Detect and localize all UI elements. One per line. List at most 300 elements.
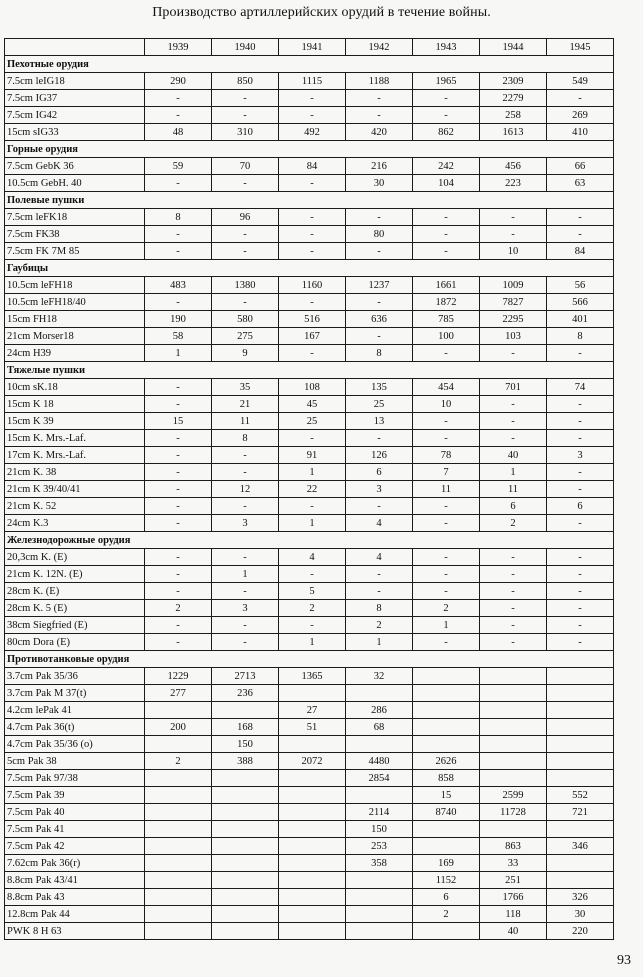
value-cell: 63: [547, 175, 614, 192]
table-row: [5, 872, 614, 889]
value-cell: 2: [145, 753, 212, 770]
value-cell: [480, 736, 547, 753]
value-cell: 56: [547, 277, 614, 294]
table-row: [5, 515, 614, 532]
value-cell: 12: [212, 481, 279, 498]
value-cell: 1: [212, 566, 279, 583]
value-cell: 785: [413, 311, 480, 328]
value-cell: 8: [346, 600, 413, 617]
value-cell: -: [212, 634, 279, 651]
value-cell: -: [346, 209, 413, 226]
value-cell: -: [145, 498, 212, 515]
section-label: Пехотные орудия: [5, 56, 614, 73]
value-cell: -: [413, 107, 480, 124]
value-cell: -: [547, 464, 614, 481]
value-cell: [346, 923, 413, 940]
value-cell: -: [212, 226, 279, 243]
value-cell: 721: [547, 804, 614, 821]
value-cell: 286: [346, 702, 413, 719]
value-cell: -: [346, 90, 413, 107]
table-row: [5, 736, 614, 753]
weapon-name: 24cm H39: [5, 345, 145, 362]
value-cell: [547, 736, 614, 753]
table-row: [5, 668, 614, 685]
value-cell: 40: [480, 447, 547, 464]
section-row: [5, 260, 614, 277]
value-cell: -: [212, 447, 279, 464]
value-cell: [547, 855, 614, 872]
value-cell: [346, 889, 413, 906]
weapon-name: PWK 8 H 63: [5, 923, 145, 940]
value-cell: [145, 736, 212, 753]
value-cell: 118: [480, 906, 547, 923]
value-cell: 11: [212, 413, 279, 430]
value-cell: 2599: [480, 787, 547, 804]
value-cell: 6: [413, 889, 480, 906]
value-cell: -: [547, 396, 614, 413]
weapon-name: 8.8cm Pak 43: [5, 889, 145, 906]
value-cell: 22: [279, 481, 346, 498]
value-cell: -: [279, 617, 346, 634]
value-cell: 346: [547, 838, 614, 855]
value-cell: 21: [212, 396, 279, 413]
table-row: [5, 328, 614, 345]
value-cell: 96: [212, 209, 279, 226]
value-cell: -: [212, 498, 279, 515]
value-cell: -: [547, 600, 614, 617]
table-row: [5, 923, 614, 940]
table-row: [5, 379, 614, 396]
value-cell: 456: [480, 158, 547, 175]
value-cell: -: [279, 90, 346, 107]
value-cell: -: [480, 583, 547, 600]
value-cell: 70: [212, 158, 279, 175]
year-header: 1943: [413, 39, 480, 56]
value-cell: 492: [279, 124, 346, 141]
table-row: [5, 107, 614, 124]
value-cell: 1229: [145, 668, 212, 685]
weapon-name: 21cm K. 12N. (E): [5, 566, 145, 583]
value-cell: 1115: [279, 73, 346, 90]
value-cell: 3: [212, 515, 279, 532]
value-cell: -: [346, 430, 413, 447]
value-cell: -: [413, 226, 480, 243]
table-row: [5, 906, 614, 923]
section-row: [5, 362, 614, 379]
page-title: Производство артиллерийских орудий в течение войны.: [152, 5, 491, 20]
year-header: 1944: [480, 39, 547, 56]
value-cell: -: [279, 226, 346, 243]
value-cell: -: [145, 617, 212, 634]
value-cell: 7: [413, 464, 480, 481]
table-row: [5, 158, 614, 175]
value-cell: [480, 821, 547, 838]
value-cell: -: [480, 566, 547, 583]
value-cell: [279, 855, 346, 872]
weapon-name: 24cm K.3: [5, 515, 145, 532]
value-cell: 1160: [279, 277, 346, 294]
value-cell: 8: [547, 328, 614, 345]
value-cell: [480, 719, 547, 736]
value-cell: 135: [346, 379, 413, 396]
section-label: Противотанковые орудия: [5, 651, 614, 668]
value-cell: 9: [212, 345, 279, 362]
value-cell: 10: [413, 396, 480, 413]
value-cell: [279, 804, 346, 821]
table-row: [5, 345, 614, 362]
weapon-name: 7.62cm Pak 36(r): [5, 855, 145, 872]
value-cell: 2309: [480, 73, 547, 90]
value-cell: [413, 736, 480, 753]
value-cell: 27: [279, 702, 346, 719]
value-cell: [145, 872, 212, 889]
weapon-name: 3.7cm Pak 35/36: [5, 668, 145, 685]
table-row: [5, 430, 614, 447]
value-cell: [212, 855, 279, 872]
value-cell: -: [145, 90, 212, 107]
value-cell: 45: [279, 396, 346, 413]
value-cell: 78: [413, 447, 480, 464]
value-cell: [413, 923, 480, 940]
table-row: [5, 889, 614, 906]
value-cell: 6: [346, 464, 413, 481]
value-cell: -: [145, 464, 212, 481]
value-cell: -: [547, 566, 614, 583]
weapon-name: 15cm FH18: [5, 311, 145, 328]
value-cell: [212, 804, 279, 821]
value-cell: -: [212, 175, 279, 192]
value-cell: 40: [480, 923, 547, 940]
weapon-name: 10.5cm leFH18: [5, 277, 145, 294]
value-cell: -: [413, 413, 480, 430]
value-cell: -: [145, 634, 212, 651]
year-header: 1945: [547, 39, 614, 56]
value-cell: 59: [145, 158, 212, 175]
value-cell: [480, 770, 547, 787]
value-cell: -: [547, 90, 614, 107]
value-cell: 549: [547, 73, 614, 90]
year-header: 1942: [346, 39, 413, 56]
value-cell: -: [480, 345, 547, 362]
value-cell: 290: [145, 73, 212, 90]
value-cell: [547, 668, 614, 685]
value-cell: -: [547, 634, 614, 651]
value-cell: -: [547, 430, 614, 447]
table-row: [5, 634, 614, 651]
value-cell: 5: [279, 583, 346, 600]
value-cell: -: [145, 481, 212, 498]
value-cell: 2626: [413, 753, 480, 770]
table-row: [5, 770, 614, 787]
value-cell: 1872: [413, 294, 480, 311]
value-cell: [145, 770, 212, 787]
table-row: [5, 821, 614, 838]
value-cell: 104: [413, 175, 480, 192]
value-cell: [212, 872, 279, 889]
weapon-name: 15cm sIG33: [5, 124, 145, 141]
value-cell: [346, 906, 413, 923]
value-cell: [145, 804, 212, 821]
section-row: [5, 141, 614, 158]
value-cell: -: [145, 379, 212, 396]
value-cell: 223: [480, 175, 547, 192]
value-cell: 8: [145, 209, 212, 226]
value-cell: 1009: [480, 277, 547, 294]
value-cell: [413, 702, 480, 719]
value-cell: [145, 855, 212, 872]
weapon-name: 7.5cm leFK18: [5, 209, 145, 226]
value-cell: 1965: [413, 73, 480, 90]
value-cell: 4480: [346, 753, 413, 770]
value-cell: [279, 838, 346, 855]
table-row: [5, 719, 614, 736]
table-row: [5, 855, 614, 872]
value-cell: -: [547, 413, 614, 430]
value-cell: 100: [413, 328, 480, 345]
value-cell: -: [413, 90, 480, 107]
value-cell: -: [279, 294, 346, 311]
weapon-name: 10.5cm leFH18/40: [5, 294, 145, 311]
value-cell: [212, 906, 279, 923]
section-row: [5, 56, 614, 73]
value-cell: 51: [279, 719, 346, 736]
value-cell: 11: [480, 481, 547, 498]
value-cell: 1: [413, 617, 480, 634]
value-cell: [145, 923, 212, 940]
value-cell: -: [413, 243, 480, 260]
weapon-name: 17cm K. Mrs.-Laf.: [5, 447, 145, 464]
value-cell: 1: [279, 634, 346, 651]
value-cell: -: [413, 549, 480, 566]
weapon-name: 7.5cm IG42: [5, 107, 145, 124]
value-cell: 275: [212, 328, 279, 345]
weapon-name: 3.7cm Pak M 37(t): [5, 685, 145, 702]
value-cell: [480, 753, 547, 770]
table-row: [5, 73, 614, 90]
value-cell: -: [480, 413, 547, 430]
value-cell: -: [346, 294, 413, 311]
weapon-name: 21cm K 39/40/41: [5, 481, 145, 498]
value-cell: -: [413, 583, 480, 600]
weapon-name: 7.5cm Pak 39: [5, 787, 145, 804]
value-cell: -: [279, 107, 346, 124]
table-row: [5, 294, 614, 311]
value-cell: 80: [346, 226, 413, 243]
value-cell: [212, 923, 279, 940]
value-cell: -: [413, 345, 480, 362]
value-cell: 401: [547, 311, 614, 328]
year-header: 1940: [212, 39, 279, 56]
value-cell: -: [279, 209, 346, 226]
value-cell: -: [413, 515, 480, 532]
value-cell: 108: [279, 379, 346, 396]
value-cell: 2: [413, 906, 480, 923]
value-cell: 25: [346, 396, 413, 413]
value-cell: -: [480, 600, 547, 617]
value-cell: 2854: [346, 770, 413, 787]
value-cell: 454: [413, 379, 480, 396]
value-cell: -: [346, 328, 413, 345]
value-cell: 420: [346, 124, 413, 141]
weapon-name: 4.7cm Pak 35/36 (o): [5, 736, 145, 753]
table-row: [5, 277, 614, 294]
value-cell: [413, 685, 480, 702]
value-cell: 216: [346, 158, 413, 175]
page-number: 93: [617, 953, 631, 968]
value-cell: [279, 923, 346, 940]
weapon-name: 28cm K. 5 (E): [5, 600, 145, 617]
value-cell: [212, 889, 279, 906]
value-cell: 150: [212, 736, 279, 753]
table-row: [5, 583, 614, 600]
section-row: [5, 532, 614, 549]
value-cell: -: [480, 617, 547, 634]
value-cell: 358: [346, 855, 413, 872]
value-cell: 1: [145, 345, 212, 362]
table-row: [5, 226, 614, 243]
value-cell: 2: [480, 515, 547, 532]
value-cell: [413, 838, 480, 855]
production-table: [4, 38, 614, 940]
weapon-name: 7.5cm GebK 36: [5, 158, 145, 175]
table-row: [5, 175, 614, 192]
value-cell: -: [547, 481, 614, 498]
weapon-name: 7.5cm leIG18: [5, 73, 145, 90]
value-cell: -: [413, 566, 480, 583]
value-cell: [212, 702, 279, 719]
weapon-name: 10cm sK.18: [5, 379, 145, 396]
value-cell: -: [480, 209, 547, 226]
value-cell: 1766: [480, 889, 547, 906]
table-row: [5, 685, 614, 702]
value-cell: 863: [480, 838, 547, 855]
value-cell: -: [145, 566, 212, 583]
value-cell: -: [279, 430, 346, 447]
value-cell: [212, 787, 279, 804]
value-cell: 58: [145, 328, 212, 345]
value-cell: 6: [480, 498, 547, 515]
value-cell: [480, 668, 547, 685]
value-cell: 74: [547, 379, 614, 396]
value-cell: 7827: [480, 294, 547, 311]
value-cell: [212, 838, 279, 855]
value-cell: [346, 685, 413, 702]
value-cell: 862: [413, 124, 480, 141]
value-cell: -: [413, 498, 480, 515]
section-label: Гаубицы: [5, 260, 614, 277]
value-cell: [346, 872, 413, 889]
value-cell: 236: [212, 685, 279, 702]
value-cell: 2114: [346, 804, 413, 821]
value-cell: -: [279, 345, 346, 362]
value-cell: 167: [279, 328, 346, 345]
value-cell: -: [413, 430, 480, 447]
value-cell: 388: [212, 753, 279, 770]
table-row: [5, 566, 614, 583]
value-cell: 3: [212, 600, 279, 617]
value-cell: [547, 685, 614, 702]
value-cell: 251: [480, 872, 547, 889]
table-row: [5, 600, 614, 617]
weapon-name: 7.5cm FK 7M 85: [5, 243, 145, 260]
value-cell: 1: [279, 464, 346, 481]
value-cell: 242: [413, 158, 480, 175]
value-cell: 25: [279, 413, 346, 430]
value-cell: -: [279, 498, 346, 515]
value-cell: 580: [212, 311, 279, 328]
value-cell: -: [480, 634, 547, 651]
value-cell: 30: [547, 906, 614, 923]
value-cell: 3: [346, 481, 413, 498]
value-cell: 66: [547, 158, 614, 175]
value-cell: 1365: [279, 668, 346, 685]
section-label: Полевые пушки: [5, 192, 614, 209]
value-cell: -: [346, 566, 413, 583]
value-cell: 277: [145, 685, 212, 702]
value-cell: 200: [145, 719, 212, 736]
value-cell: -: [145, 430, 212, 447]
table-row: [5, 90, 614, 107]
table-row: [5, 702, 614, 719]
value-cell: 552: [547, 787, 614, 804]
value-cell: -: [547, 549, 614, 566]
table-row: [5, 753, 614, 770]
value-cell: 326: [547, 889, 614, 906]
value-cell: -: [480, 226, 547, 243]
value-cell: -: [145, 243, 212, 260]
value-cell: 220: [547, 923, 614, 940]
value-cell: [279, 787, 346, 804]
weapon-name: 7.5cm Pak 42: [5, 838, 145, 855]
table-row: [5, 549, 614, 566]
value-cell: 1237: [346, 277, 413, 294]
value-cell: [480, 702, 547, 719]
value-cell: [279, 872, 346, 889]
table-row: [5, 124, 614, 141]
value-cell: 2295: [480, 311, 547, 328]
value-cell: 103: [480, 328, 547, 345]
value-cell: 636: [346, 311, 413, 328]
table-row: [5, 396, 614, 413]
value-cell: -: [346, 243, 413, 260]
weapon-name: 10.5cm GebH. 40: [5, 175, 145, 192]
value-cell: -: [480, 430, 547, 447]
value-cell: 190: [145, 311, 212, 328]
value-cell: [279, 889, 346, 906]
value-cell: 32: [346, 668, 413, 685]
value-cell: 483: [145, 277, 212, 294]
value-cell: -: [145, 396, 212, 413]
value-cell: 8: [346, 345, 413, 362]
weapon-name: 12.8cm Pak 44: [5, 906, 145, 923]
value-cell: [547, 821, 614, 838]
value-cell: -: [547, 226, 614, 243]
weapon-name: 15cm K 18: [5, 396, 145, 413]
section-row: [5, 651, 614, 668]
weapon-name: 7.5cm FK38: [5, 226, 145, 243]
value-cell: 850: [212, 73, 279, 90]
weapon-name: 7.5cm Pak 97/38: [5, 770, 145, 787]
value-cell: 516: [279, 311, 346, 328]
value-cell: -: [547, 515, 614, 532]
value-cell: 35: [212, 379, 279, 396]
value-cell: -: [346, 107, 413, 124]
value-cell: [413, 668, 480, 685]
value-cell: 1661: [413, 277, 480, 294]
value-cell: -: [346, 498, 413, 515]
value-cell: [547, 753, 614, 770]
value-cell: -: [145, 549, 212, 566]
